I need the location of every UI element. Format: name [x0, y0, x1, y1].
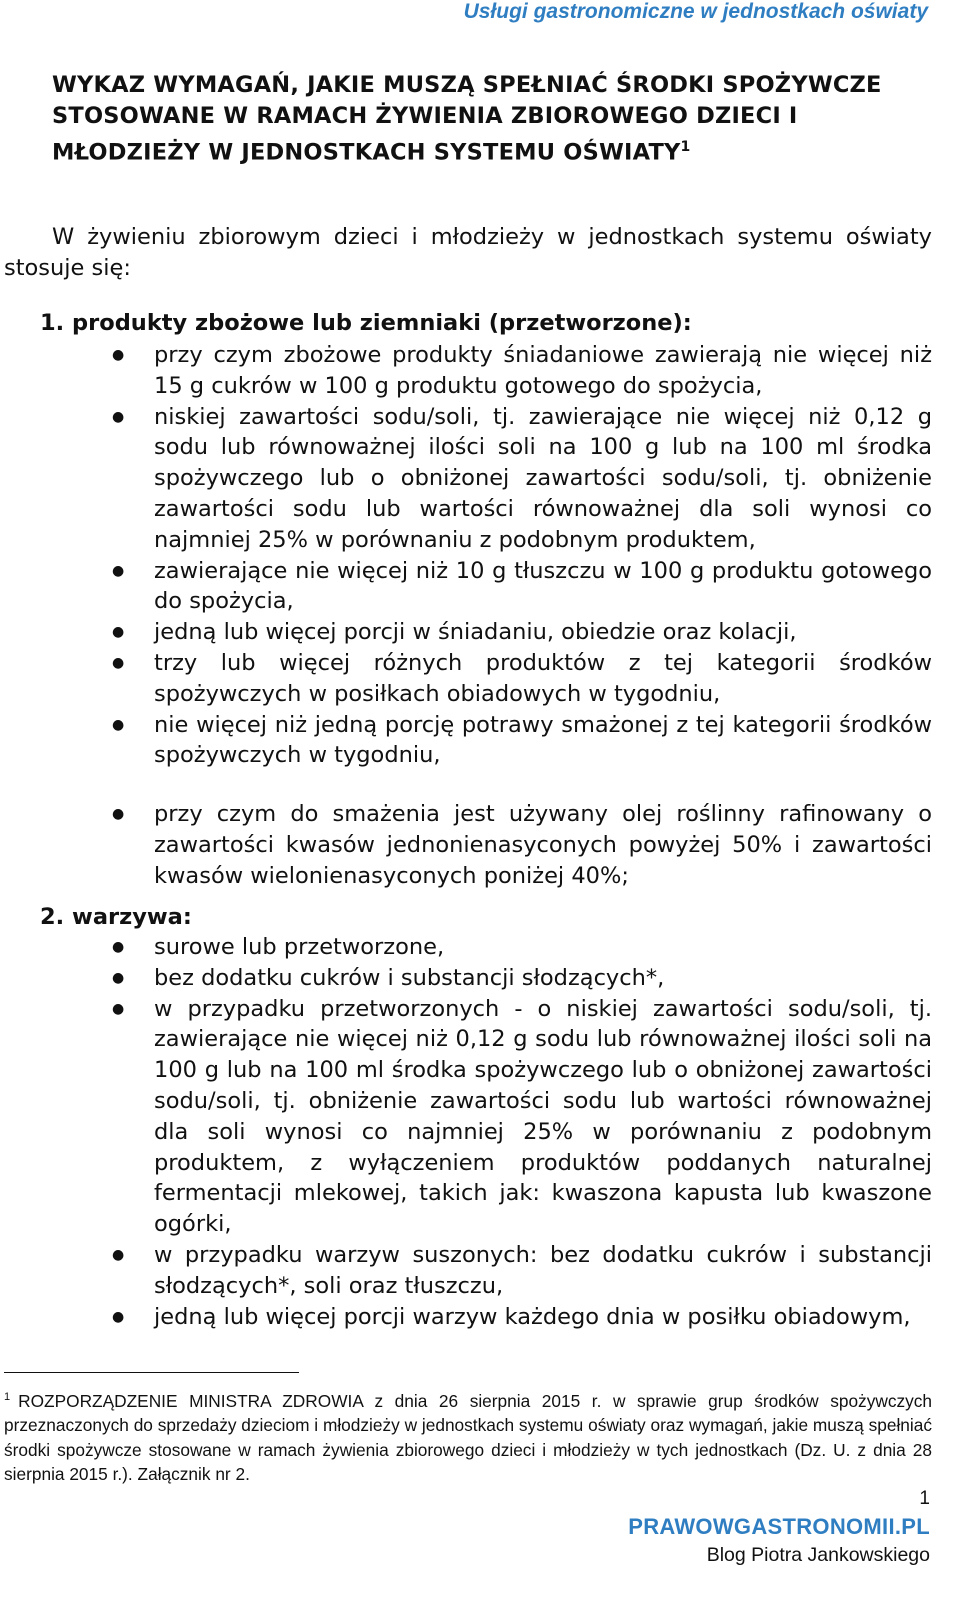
running-header-title: Usługi gastronomiczne w jednostkach oświaty [463, 0, 928, 23]
bullet-icon: ● [112, 562, 125, 579]
bullet-icon: ● [112, 806, 125, 823]
list-item: ● bez dodatku cukrów i substancji słodzących*, [112, 963, 932, 994]
list-item: ● jedną lub więcej porcji w śniadaniu, obiedzie oraz kolacji, [112, 617, 932, 648]
brand-link[interactable]: PRAWOWGASTRONOMII.PL [628, 1514, 930, 1539]
list-item: ● niskiej zawartości sodu/soli, tj. zawierające nie więcej niż 0,12 g sodu lub równoważnej ilości soli na 100 g lub na 100 ml środka spożywczego lub o obniżonej zawartości sodu/soli, tj. obniżenie zawartości sodu lub wartości równoważnej dla soli wynosi co najmniej 25% w porównaniu z podobnym produktem, [112, 403, 932, 553]
bullet-icon: ● [112, 624, 125, 641]
list-item: ● jedną lub więcej porcji warzyw każdego dnia w posiłku obiadowym, [112, 1302, 932, 1333]
bullet-icon: ● [112, 969, 125, 986]
section-2-list [112, 932, 932, 1332]
list-item: ● surowe lub przetworzone, [112, 932, 932, 963]
list-item: ● w przypadku warzyw suszonych: bez dodatku cukrów i substancji słodzących*, soli oraz tłuszczu, [112, 1241, 932, 1299]
document-title [52, 70, 932, 169]
list-item: ● trzy lub więcej różnych produktów z tej kategorii środków spożywczych w posiłkach obiadowych w tygodniu, [112, 649, 932, 707]
bullet-icon: ● [112, 1308, 125, 1325]
bullet-icon: ● [112, 654, 125, 671]
list-item: ● zawierające nie więcej niż 10 g tłuszczu w 100 g produktu gotowego do spożycia, [112, 557, 932, 615]
title-footnote-mark: 1 [680, 139, 691, 155]
section-heading-2: 2. warzywa: [40, 904, 192, 930]
bullet-icon: ● [112, 347, 125, 363]
list-item: ● przy czym do smażenia jest używany olej roślinny rafinowany o zawartości kwasów jednonienasyconych powyżej 50% i zawartości kwasów wielonienasyconych poniżej 40%; [112, 801, 932, 889]
list-item: ● przy czym zbożowe produkty śniadaniowe zawierają nie więcej niż 15 g cukrów w 100 g produktu gotowego do spożycia, [112, 342, 932, 399]
footnote-mark: 1 [4, 1391, 11, 1403]
bullet-icon: ● [112, 939, 125, 955]
intro-paragraph: W żywieniu zbiorowym dzieci i młodzieży w jednostkach systemu oświaty stosuje się: [4, 224, 932, 281]
document-title-text: WYKAZ WYMAGAŃ, JAKIE MUSZĄ SPEŁNIAĆ ŚRODKI SPOŻYWCZE STOSOWANE W RAMACH ŻYWIENIA ZBIOROWEGO DZIECI I MŁODZIEŻY W JEDNOSTKACH SYSTEMU OŚWIATY [52, 72, 882, 166]
bullet-icon: ● [112, 1246, 125, 1263]
page-number: 1 [919, 1488, 930, 1509]
section-1-list [112, 340, 932, 892]
bullet-icon: ● [112, 408, 125, 425]
section-heading-1: 1. produkty zbożowe lub ziemniaki (przetworzone): [40, 310, 692, 336]
footnote-divider [4, 1372, 299, 1373]
footnote-text: ROZPORZĄDZENIE MINISTRA ZDROWIA z dnia 26 sierpnia 2015 r. w sprawie grup środków spożywczych przeznaczonych do sprzedaży dzieciom i młodzieży w jednostkach systemu oświaty oraz wymagań, jakie muszą spełniać środki spożywcze stosowane w ramach żywienia zbiorowego dzieci i młodzieży w tych jednostkach (Dz. U. z dnia 28 sierpnia 2015 r.). Załącznik nr 2. [4, 1390, 932, 1485]
bullet-icon: ● [112, 1000, 125, 1017]
list-item: ● nie więcej niż jedną porcję potrawy smażonej z tej kategorii środków spożywczych w tygodniu, [112, 711, 932, 769]
list-item: ● w przypadku przetworzonych - o niskiej zawartości sodu/soli, tj. zawierające nie więcej niż 0,12 g sodu lub równoważnej ilości soli na 100 g lub na 100 ml środka spożywczego lub o obniżonej zawartości sodu/soli, tj. obniżenie zawartości sodu lub wartości równoważnej dla soli wynosi co najmniej 25% w porównaniu z podobnym produktem, z wyłączeniem produktów poddanych naturalnej fermentacji mlekowej, takich jak: kwaszona kapusta lub kwaszone ogórki, [112, 995, 932, 1238]
bullet-icon: ● [112, 716, 125, 733]
footnote [4, 1385, 932, 1487]
blog-caption: Blog Piotra Jankowskiego [706, 1544, 930, 1566]
